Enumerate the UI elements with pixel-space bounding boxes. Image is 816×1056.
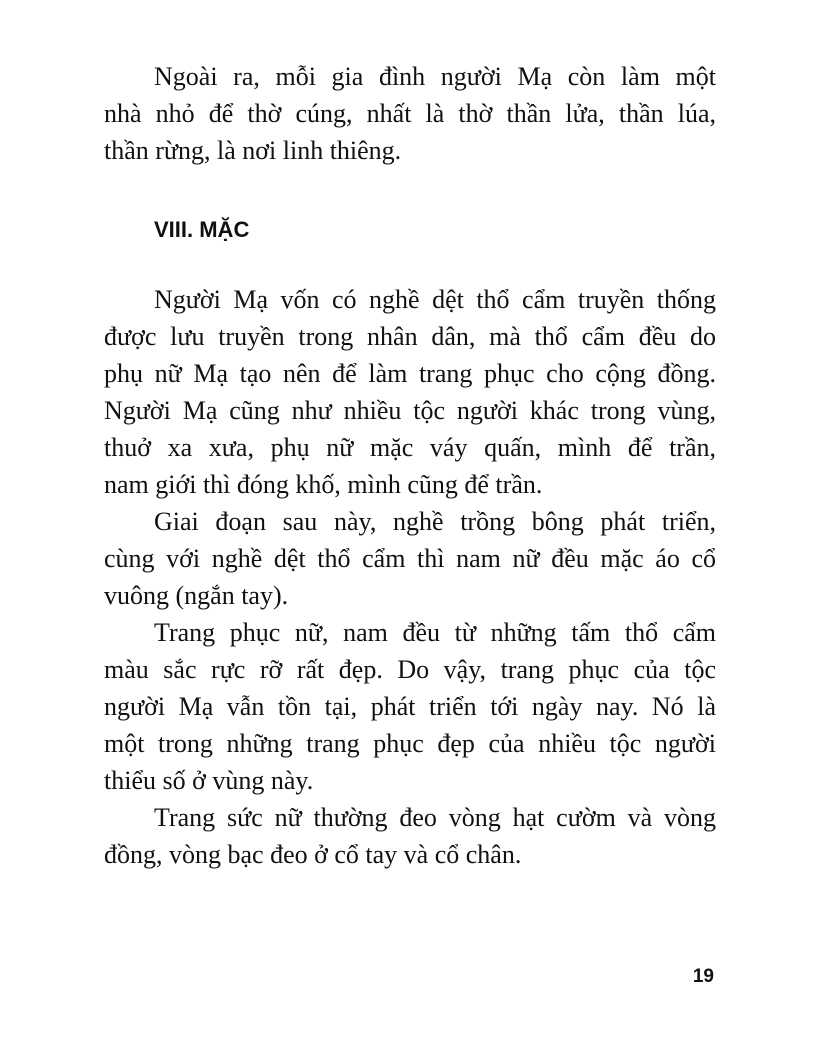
- text-line: phụ nữ Mạ tạo nên để làm trang phục cho cộng đồng.: [104, 359, 716, 388]
- page-number: 19: [692, 966, 714, 987]
- text-line: Trang phục nữ, nam đều từ những tấm thổ cẩm: [154, 618, 716, 647]
- text-line: đồng, vòng bạc đeo ở cổ tay và cổ chân.: [104, 840, 522, 869]
- text-line: Trang sức nữ thường đeo vòng hạt cườm và vòng: [154, 803, 716, 832]
- text-line: cùng với nghề dệt thổ cẩm thì nam nữ đều mặc áo cổ: [104, 544, 716, 573]
- page-body: [104, 58, 716, 873]
- text-line: thuở xa xưa, phụ nữ mặc váy quấn, mình để trần,: [104, 433, 716, 462]
- text-line: một trong những trang phục đẹp của nhiều tộc người: [104, 729, 716, 758]
- text-line: người Mạ vẫn tồn tại, phát triển tới ngày nay. Nó là: [104, 692, 716, 721]
- text-line: Giai đoạn sau này, nghề trồng bông phát triển,: [154, 507, 716, 536]
- paragraph-household-shrine: [104, 58, 716, 169]
- paragraph-cotton-period: [104, 503, 716, 614]
- text-line: màu sắc rực rỡ rất đẹp. Do vậy, trang phục của tộc: [104, 655, 716, 684]
- text-line: được lưu truyền trong nhân dân, mà thổ cẩm đều do: [104, 322, 716, 351]
- paragraph-costume: [104, 614, 716, 799]
- text-line: vuông (ngắn tay).: [104, 581, 289, 610]
- section-heading: VIII. MẶC: [154, 217, 250, 242]
- text-line: Ngoài ra, mỗi gia đình người Mạ còn làm một: [154, 62, 716, 91]
- text-line: nam giới thì đóng khố, mình cũng để trần.: [104, 470, 543, 499]
- text-line: thiểu số ở vùng này.: [104, 766, 314, 795]
- paragraph-weaving-tradition: [104, 281, 716, 503]
- text-line: nhà nhỏ để thờ cúng, nhất là thờ thần lửa, thần lúa,: [104, 99, 716, 128]
- paragraph-jewelry: [104, 799, 716, 873]
- text-line: thần rừng, là nơi linh thiêng.: [104, 136, 402, 165]
- text-line: Người Mạ vốn có nghề dệt thổ cẩm truyền thống: [154, 285, 716, 314]
- text-line: Người Mạ cũng như nhiều tộc người khác trong vùng,: [104, 396, 716, 425]
